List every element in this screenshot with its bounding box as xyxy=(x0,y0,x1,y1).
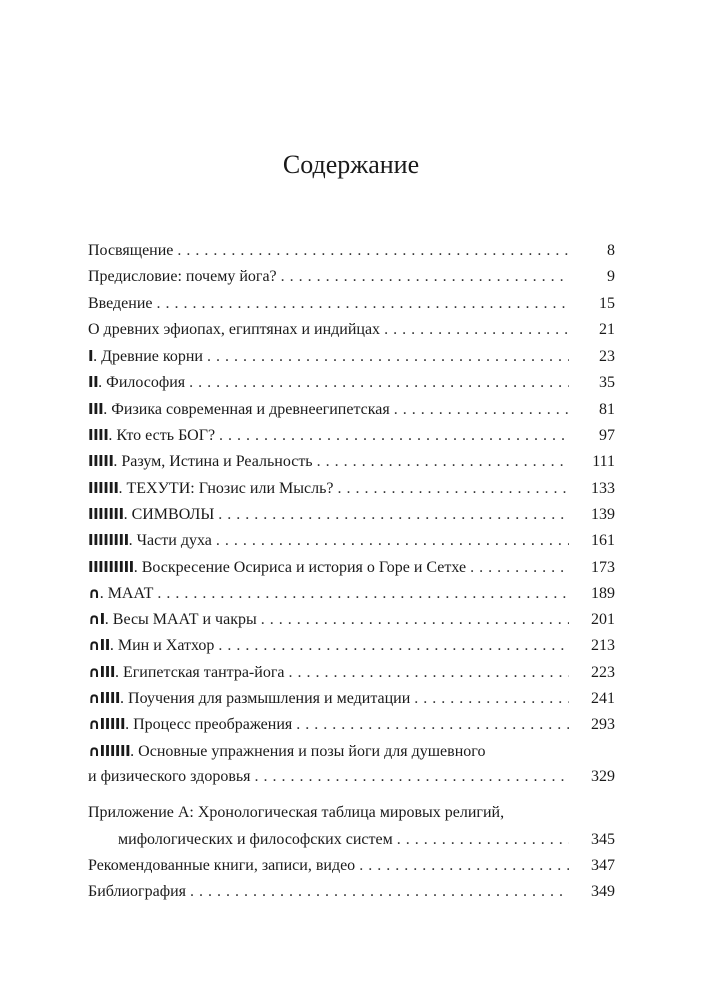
toc-entry-title xyxy=(88,448,313,475)
chapter-title: . Разум, Истина и Реальность xyxy=(113,453,313,471)
toc-entry-title: О древних эфиопах, египтянах и индийцах xyxy=(88,320,381,338)
toc-entry-title xyxy=(88,606,257,633)
toc-page-number: 81 xyxy=(599,400,615,418)
dot-leader xyxy=(394,397,569,423)
toc-entry-title-line-2: и физического здоровья xyxy=(88,767,251,785)
toc-entry-title: Рекомендованные книги, записи, видео xyxy=(88,856,356,874)
toc-page-number: 35 xyxy=(599,374,615,392)
chapter-numeral: ∩IIIII xyxy=(88,715,126,734)
chapter-title: . Физика современная и древнеегипетская xyxy=(103,400,390,418)
table-of-contents xyxy=(88,238,615,905)
toc-page-number: 345 xyxy=(591,830,615,848)
dot-leader xyxy=(296,712,569,738)
toc-entry-title xyxy=(88,580,153,607)
dot-leader xyxy=(317,449,569,475)
chapter-numeral: IIIIIII xyxy=(88,504,124,523)
toc-entry-chapter-15[interactable] xyxy=(88,711,615,737)
chapter-numeral: IIIIII xyxy=(88,478,119,497)
dot-leader xyxy=(189,370,569,396)
toc-entry-bibliography[interactable] xyxy=(88,879,615,905)
toc-entry-title: Библиография xyxy=(88,883,186,901)
dot-leader xyxy=(216,528,569,554)
toc-page-number: 23 xyxy=(599,348,615,366)
toc-entry-chapter-16[interactable] xyxy=(88,738,615,791)
dot-leader xyxy=(281,264,569,290)
toc-entry-title xyxy=(88,554,466,581)
chapter-numeral: IIIII xyxy=(88,452,114,471)
dot-leader xyxy=(337,476,569,502)
chapter-numeral: ∩I xyxy=(88,610,105,629)
dot-leader xyxy=(397,827,569,853)
chapter-numeral: IIII xyxy=(88,426,109,445)
toc-entry-title xyxy=(88,632,214,659)
chapter-title: . ТЕХУТИ: Гнозис или Мысль? xyxy=(118,479,334,497)
chapter-numeral: ∩IIIIII xyxy=(88,741,131,760)
toc-entry-title-line-2: мифологических и философских систем xyxy=(118,830,393,848)
toc-entry-title: Введение xyxy=(88,294,153,312)
toc-entry-title xyxy=(88,527,212,554)
dot-leader xyxy=(218,633,569,659)
toc-entry-title xyxy=(88,711,292,738)
chapter-title: . Основные упражнения и позы йоги для душевного xyxy=(130,742,486,760)
chapter-title: . Кто есть БОГ? xyxy=(108,427,216,445)
toc-page-number: 173 xyxy=(591,558,615,576)
dot-leader xyxy=(414,686,569,712)
toc-page-number: 329 xyxy=(591,767,615,785)
chapter-title: . Поучения для размышления и медитации xyxy=(120,690,411,708)
toc-entry-chapter-3[interactable] xyxy=(88,396,615,422)
toc-page-number: 349 xyxy=(591,883,615,901)
toc-entry-appendix-a[interactable] xyxy=(88,800,615,853)
toc-entry-chapter-7[interactable] xyxy=(88,501,615,527)
toc-entry-title xyxy=(88,475,333,502)
toc-entry-chapter-4[interactable] xyxy=(88,422,615,448)
toc-entry-title-line-1 xyxy=(88,738,615,764)
dot-leader xyxy=(157,291,570,317)
toc-page-number: 213 xyxy=(591,637,615,655)
dot-leader xyxy=(359,853,569,879)
toc-page-number: 15 xyxy=(599,294,615,312)
toc-entry-title: Посвящение xyxy=(88,242,174,259)
dot-leader xyxy=(177,238,569,264)
toc-entry-introduction[interactable] xyxy=(88,291,615,317)
toc-entry-chapter-2[interactable] xyxy=(88,369,615,395)
dot-leader xyxy=(255,764,569,790)
toc-entry-chapter-5[interactable] xyxy=(88,448,615,474)
toc-page-number: 293 xyxy=(591,716,615,734)
toc-entry-title xyxy=(88,422,215,449)
toc-page-number: 133 xyxy=(591,479,615,497)
chapter-title: . Египетская тантра-йога xyxy=(114,663,285,681)
toc-page-number: 111 xyxy=(592,453,615,471)
toc-entry-chapter-13[interactable] xyxy=(88,659,615,685)
dot-leader xyxy=(157,581,569,607)
toc-page-number: 97 xyxy=(599,427,615,445)
dot-leader xyxy=(218,502,569,528)
toc-entry-title: Предисловие: почему йога? xyxy=(88,268,277,286)
dot-leader xyxy=(207,344,569,370)
dot-leader xyxy=(470,555,569,581)
toc-page-number: 9 xyxy=(607,268,615,286)
dot-leader xyxy=(219,423,569,449)
chapter-numeral: III xyxy=(88,399,104,418)
chapter-title: . Части духа xyxy=(128,532,212,550)
toc-entry-ancient-peoples[interactable] xyxy=(88,317,615,343)
chapter-title: . Древние корни xyxy=(93,348,203,366)
chapter-numeral: II xyxy=(88,373,99,392)
toc-page-number: 139 xyxy=(591,505,615,523)
chapter-numeral: IIIIIIIII xyxy=(88,557,134,576)
toc-page-number: 223 xyxy=(591,663,615,681)
toc-entry-preface[interactable] xyxy=(88,264,615,290)
chapter-numeral: ∩ xyxy=(88,583,100,602)
page-title: Содержание xyxy=(282,150,420,179)
toc-entry-chapter-10[interactable] xyxy=(88,580,615,606)
chapter-numeral: ∩III xyxy=(88,662,115,681)
toc-page-number: 347 xyxy=(591,856,615,874)
chapter-numeral: ∩II xyxy=(88,636,110,655)
toc-entry-title-line-1: Приложение А: Хронологическая таблица мировых религий, xyxy=(88,804,505,822)
toc-entry-chapter-11[interactable] xyxy=(88,606,615,632)
chapter-numeral: IIIIIIII xyxy=(88,531,129,550)
toc-entry-title xyxy=(88,685,410,712)
toc-entry-chapter-8[interactable] xyxy=(88,527,615,553)
toc-entry-chapter-12[interactable] xyxy=(88,632,615,658)
toc-entry-title xyxy=(88,369,185,396)
chapter-title: . Мин и Хатхор xyxy=(109,637,215,655)
toc-page-number: 189 xyxy=(591,584,615,602)
chapter-numeral: I xyxy=(88,347,94,366)
toc-page-number: 241 xyxy=(591,690,615,708)
toc-entry-chapter-6[interactable] xyxy=(88,475,615,501)
toc-entry-recommended[interactable] xyxy=(88,853,615,879)
toc-entry-title xyxy=(88,501,214,528)
chapter-title: . Весы МААТ и чакры xyxy=(104,611,257,629)
dot-leader xyxy=(190,879,569,905)
chapter-title: . МААТ xyxy=(99,584,154,602)
dot-leader xyxy=(261,607,569,633)
toc-entry-dedication[interactable] xyxy=(88,238,615,264)
dot-leader xyxy=(384,317,569,343)
dot-leader xyxy=(288,660,569,686)
chapter-title: . СИМВОЛЫ xyxy=(123,505,215,523)
chapter-title: . Воскресение Осириса и история о Горе и Сетхе xyxy=(133,558,467,576)
chapter-title: . Философия xyxy=(98,374,186,392)
chapter-numeral: ∩IIII xyxy=(88,689,121,708)
toc-entry-title xyxy=(88,396,390,423)
toc-page-number: 21 xyxy=(599,320,615,338)
toc-entry-chapter-1[interactable] xyxy=(88,343,615,369)
toc-entry-title xyxy=(88,343,203,370)
toc-entry-title xyxy=(88,659,284,686)
toc-entry-chapter-9[interactable] xyxy=(88,554,615,580)
toc-entry-chapter-14[interactable] xyxy=(88,685,615,711)
chapter-title: . Процесс преображения xyxy=(125,716,293,734)
toc-page-number: 201 xyxy=(591,611,615,629)
toc-page-number: 8 xyxy=(607,242,615,259)
toc-page-number: 161 xyxy=(591,532,615,550)
